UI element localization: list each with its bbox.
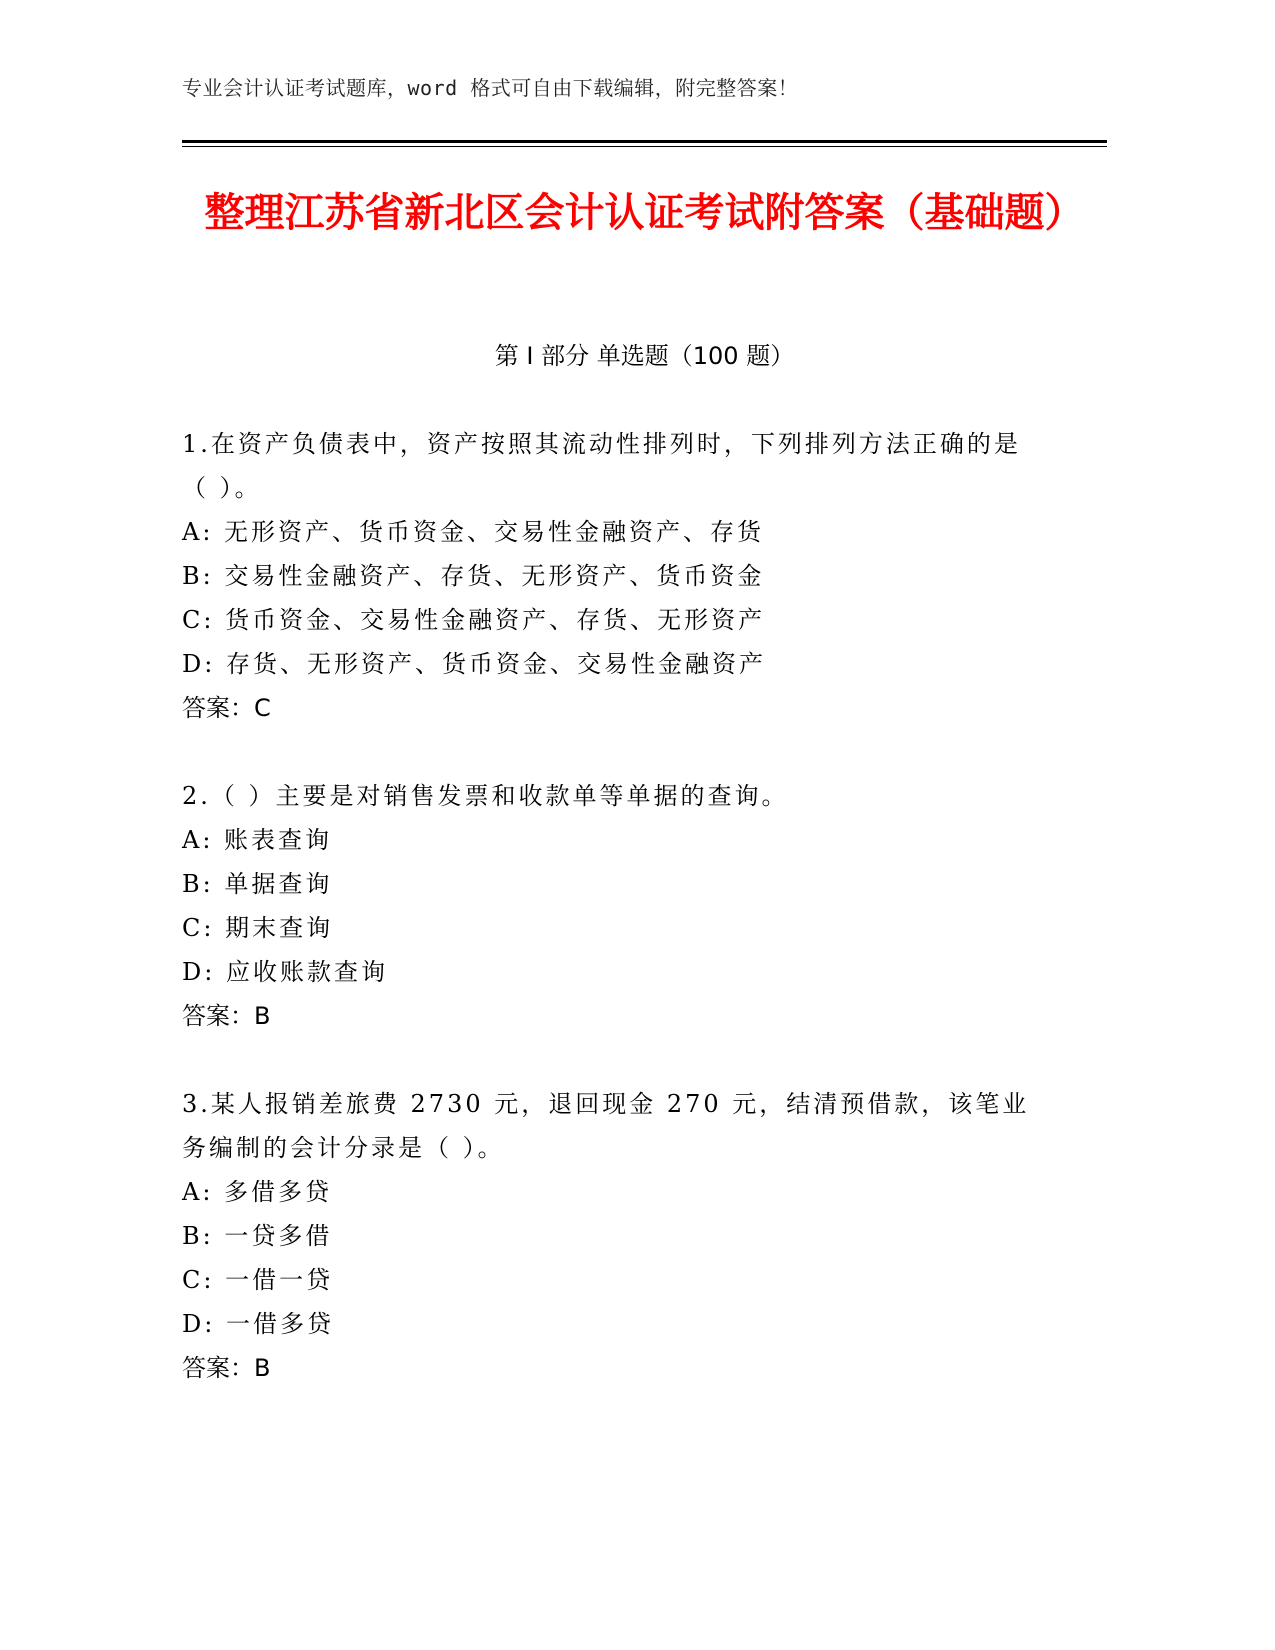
option-b: B: 交易性金融资产、存货、无形资产、货币资金: [182, 562, 765, 590]
question-2: [182, 774, 1042, 1038]
option-c: C: 期末查询: [182, 914, 334, 942]
question-1: [182, 422, 1042, 730]
option-d: D: 应收账款查询: [182, 958, 388, 986]
document-title: 整理江苏省新北区会计认证考试附答案（基础题）: [204, 190, 1085, 236]
answer: 答案：B: [182, 1002, 271, 1030]
answer: 答案：C: [182, 694, 271, 722]
question-3: [182, 1082, 1042, 1390]
header-rule-thin: [182, 146, 1107, 147]
option-a: A: 账表查询: [182, 826, 333, 854]
question-stem: 3.某人报销差旅费 2730 元，退回现金 270 元，结清预借款，该笔业务编制的会计分录是（ ）。: [182, 1090, 1030, 1162]
section-heading: 第 I 部分 单选题（100 题）: [494, 342, 795, 370]
option-c: C: 货币资金、交易性金融资产、存货、无形资产: [182, 606, 766, 634]
option-b: B: 单据查询: [182, 870, 333, 898]
option-c: C: 一借一贷: [182, 1266, 334, 1294]
header-note: 专业会计认证考试题库，word 格式可自由下载编辑，附完整答案！: [182, 76, 799, 100]
question-stem: 2.（ ）主要是对销售发票和收款单等单据的查询。: [182, 782, 789, 810]
answer: 答案：B: [182, 1354, 271, 1382]
option-a: A: 多借多贷: [182, 1178, 333, 1206]
header-rule-thick: [182, 140, 1107, 143]
option-d: D: 存货、无形资产、货币资金、交易性金融资产: [182, 650, 766, 678]
option-b: B: 一贷多借: [182, 1222, 333, 1250]
option-d: D: 一借多贷: [182, 1310, 334, 1338]
question-list: [182, 422, 1042, 1434]
question-stem: 1.在资产负债表中，资产按照其流动性排列时，下列排列方法正确的是（ ）。: [182, 430, 1021, 502]
option-a: A: 无形资产、货币资金、交易性金融资产、存货: [182, 518, 765, 546]
